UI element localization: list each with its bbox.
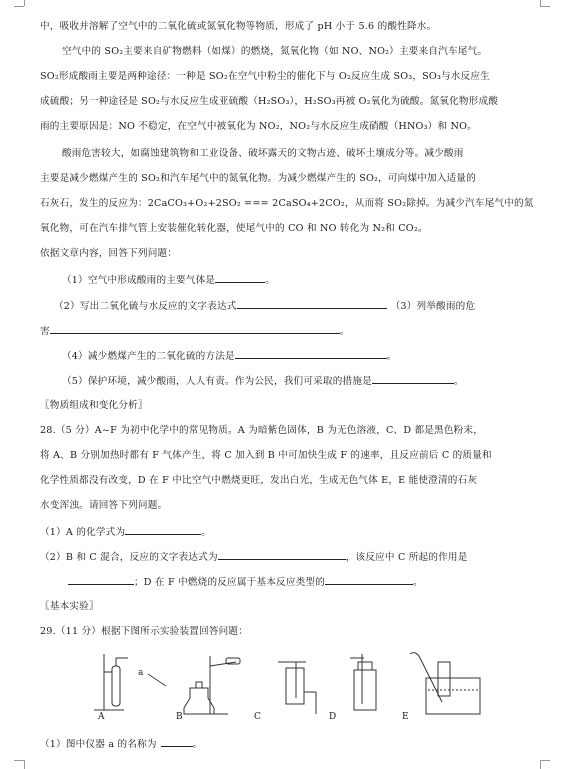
text-line: 将 A、B 分别加热时都有 F 气体产生，将 C 加入到 B 中可加快生成 F 的速率，且反应前后 C 的质量和 <box>40 450 492 461</box>
text-line: 中，吸收并溶解了空气中的二氧化硫或氮氧化物等物质，形成了 pH 小于 5.6 的酸性降水。 <box>40 21 437 32</box>
crop-mark <box>540 760 550 761</box>
end-mark: 。 <box>413 577 423 588</box>
end-mark: 。 <box>339 326 350 337</box>
caption-a: A <box>98 712 105 722</box>
question-text: （1）图中仪器 a 的名称为 <box>40 739 157 750</box>
answer-blank[interactable] <box>161 737 193 747</box>
text-line: 主要是减少燃煤产生的 SO₂和汽车尾气中的氮氧化物。为减少燃煤产生的 SO₂，可向煤中加入适量的 <box>40 173 477 184</box>
apparatus-a <box>94 654 128 710</box>
apparatus-c <box>278 662 316 714</box>
section-heading: 〖基本实验〗 <box>40 601 99 612</box>
text-line: 依据文章内容，回答下列问题： <box>40 248 178 259</box>
question-text: （4）减少燃煤产生的二氧化硫的方法是 <box>62 351 235 362</box>
question-text: 害 <box>40 326 50 337</box>
question-text: （1）A 的化学式为 <box>40 527 126 538</box>
crop-mark <box>14 6 24 7</box>
apparatus-b <box>184 656 240 714</box>
crop-mark <box>24 0 25 6</box>
text-line: 水变浑浊。请回答下列问题。 <box>40 500 168 511</box>
question-text: ；D 在 F 中燃烧的反应属于基本反应类型的 <box>134 577 325 588</box>
text-line: 氧化物，可在汽车排气管上安装催化转化器，使尾气中的 CO 和 NO 转化为 N₂和 CO₂。 <box>40 223 428 234</box>
question-2 <box>54 299 540 313</box>
text-line: 29.（11 分）根据下图所示实验装置回答问题： <box>40 626 249 637</box>
text-line: 石灰石，发生的反应为：2CaCO₃+O₂+2SO₂ === 2CaSO₄+2CO₂，从而将 SO₂除掉。为减少汽车尾气中的氮 <box>40 198 534 209</box>
crop-mark <box>540 760 541 769</box>
question-text: （2）写出二氧化硫与水反应的文字表达式 <box>54 301 237 312</box>
answer-blank[interactable] <box>218 550 346 560</box>
question-text: （1）空气中形成酸雨的主要气体是 <box>62 275 216 286</box>
crop-mark <box>540 6 550 7</box>
text-line: 化学性质都没有改变，D 在 F 中比空气中燃烧更旺，发出白光，生成无色气体 E，E 能使澄清的石灰 <box>40 475 478 486</box>
text-line: SO₂形成酸雨主要是两种途径：一种是 SO₂在空气中粉尘的催化下与 O₂反应生成 SO₃，SO₃与水反应生 <box>40 71 490 82</box>
question-28-2 <box>40 550 526 564</box>
label-a-pointer <box>148 674 166 686</box>
answer-blank[interactable] <box>68 575 134 585</box>
question-5 <box>62 374 548 388</box>
end-mark: 。 <box>201 527 212 538</box>
section-heading: 〖物质组成和变化分析〗 <box>40 400 148 411</box>
caption-c: C <box>254 712 261 722</box>
question-text: ，该反应中 C 所起的作用是 <box>345 552 468 563</box>
question-3-continued <box>40 324 526 338</box>
question-28-1 <box>40 525 526 539</box>
answer-blank[interactable] <box>372 374 454 384</box>
question-4 <box>62 349 548 363</box>
text-line: 空气中的 SO₂主要来自矿物燃料（如煤）的燃烧，氮氧化物（如 NO、NO₂）主要来自汽车尾气。 <box>62 46 488 57</box>
question-28-2-continued <box>40 575 526 589</box>
answer-blank[interactable] <box>125 525 201 535</box>
answer-blank[interactable] <box>235 349 387 359</box>
question-text: （3）列举酸雨的危 <box>390 301 476 312</box>
question-text: （5）保护环境，减少酸雨，人人有责。作为公民，我们可采取的措施是 <box>62 376 372 387</box>
caption-b: B <box>176 712 183 722</box>
end-mark: 。 <box>192 739 203 750</box>
text-line: 酸雨危害较大，如腐蚀建筑物和工业设备、破坏露天的文物古迹、破坏土壤成分等。减少酸雨 <box>62 148 464 159</box>
text-line: 28.（5 分）A~F 为初中化学中的常见物质。A 为暗紫色固体，B 为无色溶液，C、D 都是黑色粉末， <box>40 425 484 436</box>
text-line: 成硫酸；另一种途径是 SO₂与水反应生成亚硫酸（H₂SO₃），H₂SO₃再被 O₂氧化为硫酸。氮氧化物形成酸 <box>40 96 499 107</box>
answer-blank[interactable] <box>50 324 340 334</box>
text-line: 雨的主要原因是：NO 不稳定，在空气中被氧化为 NO₂，NO₂与水反应生成硝酸（HNO₃）和 NO。 <box>40 121 477 132</box>
crop-mark <box>24 760 25 769</box>
question-text: （2）B 和 C 混合，反应的文字表达式为 <box>40 552 218 563</box>
apparatus-d <box>350 654 376 710</box>
answer-blank[interactable] <box>237 299 387 309</box>
crop-mark <box>14 760 24 761</box>
end-mark: 。 <box>386 351 397 362</box>
caption-e: E <box>402 712 409 722</box>
apparatus-e <box>410 653 480 714</box>
answer-blank[interactable] <box>215 273 265 283</box>
apparatus-diagram <box>88 648 488 726</box>
question-1 <box>62 273 548 287</box>
end-mark: 。 <box>265 275 276 286</box>
caption-d: D <box>329 712 337 722</box>
label-a: a <box>138 668 144 678</box>
question-29-1 <box>40 737 526 751</box>
end-mark: 。 <box>453 376 464 387</box>
answer-blank[interactable] <box>325 575 413 585</box>
